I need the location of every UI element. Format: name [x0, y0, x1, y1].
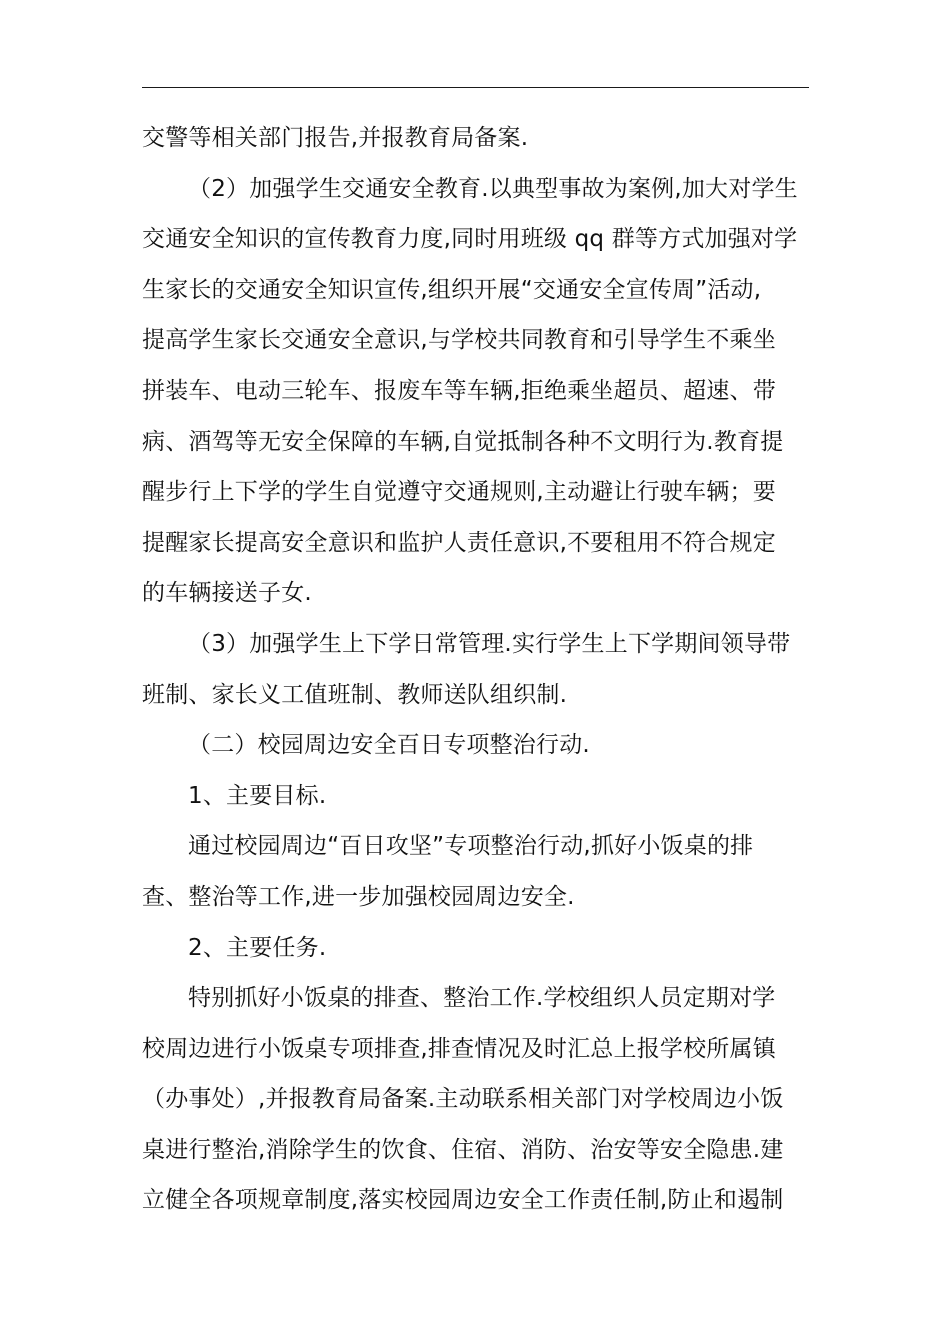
text-line: 醒步行上下学的学生自觉遵守交通规则,主动避让行驶车辆；要	[142, 479, 776, 506]
text-line: 立健全各项规章制度,落实校园周边安全工作责任制,防止和遏制	[142, 1187, 784, 1214]
text-line: （3）加强学生上下学日常管理.实行学生上下学期间领导带	[188, 630, 791, 657]
text-line: 的车辆接送子女.	[142, 580, 312, 607]
header-rule	[142, 87, 809, 88]
body-text	[142, 113, 810, 1226]
text-line: 校周边进行小饭桌专项排查,排查情况及时汇总上报学校所属镇	[142, 1035, 776, 1062]
text-line: 拼装车、电动三轮车、报废车等车辆,拒绝乘坐超员、超速、带	[142, 377, 776, 404]
text-line: 查、整治等工作,进一步加强校园周边安全.	[142, 883, 575, 910]
text-line: 交通安全知识的宣传教育力度,同时用班级 qq 群等方式加强对学	[142, 226, 798, 253]
subsection-heading: 2、主要任务.	[188, 934, 327, 961]
text-line: 提高学生家长交通安全意识,与学校共同教育和引导学生不乘坐	[142, 327, 776, 354]
text-line: 桌进行整治,消除学生的饮食、住宿、消防、治安等安全隐患.建	[142, 1136, 784, 1163]
text-line: 交警等相关部门报告,并报教育局备案.	[142, 125, 529, 151]
text-line: 特别抓好小饭桌的排查、整治工作.学校组织人员定期对学	[188, 985, 776, 1012]
section-heading: （二）校园周边安全百日专项整治行动.	[188, 732, 590, 759]
text-line: （2）加强学生交通安全教育.以典型事故为案例,加大对学生	[188, 175, 798, 202]
text-line: 提醒家长提高安全意识和监护人责任意识,不要租用不符合规定	[142, 529, 776, 556]
text-line: （办事处）,并报教育局备案.主动联系相关部门对学校周边小饭	[142, 1086, 784, 1113]
text-line: 通过校园周边“百日攻坚”专项整治行动,抓好小饭桌的排	[188, 833, 754, 860]
text-line: 班制、家长义工值班制、教师送队组织制.	[142, 681, 568, 708]
text-line: 病、酒驾等无安全保障的车辆,自觉抵制各种不文明行为.教育提	[142, 428, 784, 455]
subsection-heading: 1、主要目标.	[188, 782, 327, 809]
text-line: 生家长的交通安全知识宣传,组织开展“交通安全宣传周”活动,	[142, 276, 762, 303]
